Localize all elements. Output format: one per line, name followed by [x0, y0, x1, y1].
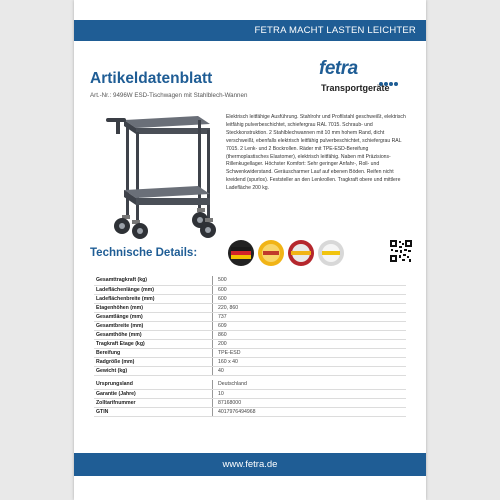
- spec-label: Ladeflächenbreite (mm): [94, 294, 212, 303]
- spec-row: [94, 339, 406, 348]
- made-in-germany-badge-icon: [228, 240, 254, 266]
- spec-value: 40: [216, 366, 406, 375]
- spec-row: [94, 366, 406, 375]
- spec-value: 4017976494968: [216, 407, 406, 416]
- article-subtitle: Art.-Nr.: 9496W ESD-Tischwagen mit Stahlblech-Wannen: [90, 92, 248, 99]
- spec-row: [94, 330, 406, 339]
- spec-value: TPE-ESD: [216, 348, 406, 357]
- ral-badge-icon: [318, 240, 344, 266]
- spec-row: [94, 312, 406, 321]
- logo-tagline: Transportgeräte: [321, 83, 390, 93]
- certification-badges: [227, 236, 347, 270]
- spec-label: Zolltarifnummer: [94, 398, 212, 407]
- spec-value: 600: [216, 285, 406, 294]
- spec-row: [94, 303, 406, 312]
- spec-label: Etagenhöhen (mm): [94, 303, 212, 312]
- spec-label: Tragkraft Etage (kg): [94, 339, 212, 348]
- spec-value: 220, 860: [216, 303, 406, 312]
- spec-value: 737: [216, 312, 406, 321]
- tech-details-heading: Technische Details:: [90, 247, 198, 259]
- spec-value: 609: [216, 321, 406, 330]
- product-image-cart: [102, 110, 222, 242]
- logo-dots-icon: [379, 73, 399, 78]
- spec-value: 10: [216, 389, 406, 398]
- spec-label: Gesamtbreite (mm): [94, 321, 212, 330]
- footer-bar: [74, 453, 426, 476]
- spec-value: 600: [216, 294, 406, 303]
- spec-row: [94, 407, 406, 416]
- spec-label: Bereifung: [94, 348, 212, 357]
- spec-row: [94, 285, 406, 294]
- spec-value: 200: [216, 339, 406, 348]
- spec-label: Gewicht (kg): [94, 366, 212, 375]
- quality-badge-icon: [258, 240, 284, 266]
- page-title: Artikeldatenblatt: [90, 70, 213, 87]
- spec-row: [94, 294, 406, 303]
- spec-row: [94, 276, 406, 285]
- logo-wordmark: fetra: [319, 58, 358, 79]
- qr-code-icon: [390, 240, 412, 262]
- spec-value: 87168000: [216, 398, 406, 407]
- product-description: Elektrisch leitfähige Ausführung. Stahlrohr und Profilstahl geschweißt, elektrisch leitfähig pulverbeschichtet, schiefergrau RAL 7015. Schraub- und Steckkonstruktion. 2 Stahlblechwannen mit 10 mm hohem Rand, dicht verschweißt, ebenfalls elektrisch leitfähig pulverbeschichtet, schiefergrau RAL 7015. 2 Lenk- und 2 Bockrollen. Räder mit TPE-ESD-Bereifung (thermoplastisches Elastomer), elektrisch leitfähig. Naben mit Präzisions-Rillenkugellager. Höchster Komfort: Sehr geringer Anfahr-, Roll- und Schwenkwiderstand. Geräuscharmer Lauf auf ebenen Böden. Reifen nicht kreidend (spurlos). Feststeller an den Lenkrollen. Tragkraft obere und mittlere Ladefläche 200 kg.: [226, 114, 406, 192]
- spec-row: [94, 357, 406, 366]
- spec-label: Garantie (Jahre): [94, 389, 212, 398]
- spec-row: [94, 389, 406, 398]
- spec-label: Gesamttragkraft (kg): [94, 276, 212, 285]
- spec-label: Gesamthöhe (mm): [94, 330, 212, 339]
- spec-value: 500: [216, 276, 406, 285]
- spec-label: Ladeflächenlänge (mm): [94, 285, 212, 294]
- footer-url-link[interactable]: www.fetra.de: [222, 459, 278, 470]
- spec-row: [94, 321, 406, 330]
- spec-label: Radgröße (mm): [94, 357, 212, 366]
- spec-value: Deutschland: [216, 380, 406, 389]
- totalstop-badge-icon: [288, 240, 314, 266]
- spec-label: Ursprungsland: [94, 380, 212, 389]
- spec-row: [94, 348, 406, 357]
- spec-table: [94, 276, 406, 417]
- spec-row: [94, 380, 406, 389]
- spec-value: 160 x 40: [216, 357, 406, 366]
- banner-text: FETRA MACHT LASTEN LEICHTER: [254, 25, 416, 36]
- spec-label: GTIN: [94, 407, 212, 416]
- top-banner: [74, 20, 426, 41]
- datasheet-page: [74, 0, 426, 500]
- fetra-logo: [319, 58, 399, 98]
- spec-value: 860: [216, 330, 406, 339]
- spec-row: [94, 398, 406, 407]
- spec-label: Gesamtlänge (mm): [94, 312, 212, 321]
